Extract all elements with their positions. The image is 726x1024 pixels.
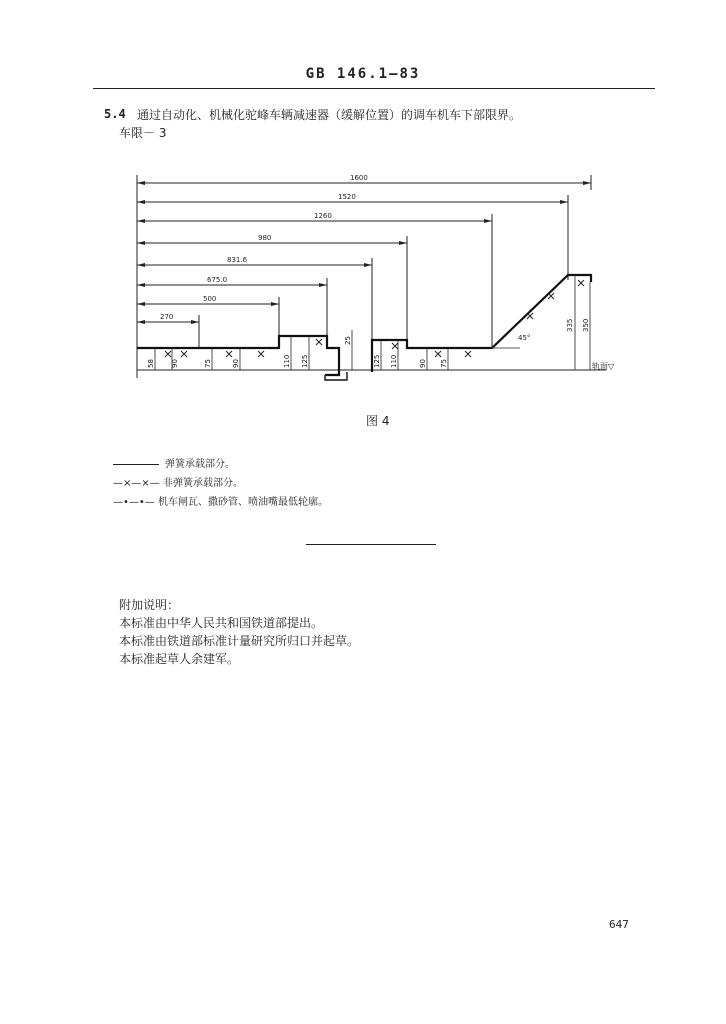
angle-label: 45°	[518, 334, 531, 342]
dim-label-1260: 1260	[314, 212, 332, 220]
dim-label-980: 980	[258, 234, 272, 242]
dim-label-831: 831.6	[227, 256, 248, 264]
section-number: 5.4	[104, 107, 126, 121]
dim-label-675: 675.0	[207, 276, 228, 284]
legend-dashdot	[113, 493, 328, 508]
dim-label-350: 350	[582, 318, 590, 332]
dim-label-270: 270	[160, 313, 174, 321]
legend-solid-label: 弹簧承载部分。	[165, 459, 235, 470]
note-line-3: 本标准起草人余建军。	[119, 652, 240, 666]
gauge-name: 车限－ 3	[119, 126, 167, 140]
figure-caption: 图 4	[366, 414, 390, 428]
dim-label-1600: 1600	[350, 174, 368, 182]
page-number: 647	[609, 918, 629, 931]
note-line-1: 本标准由中华人民共和国铁道部提出。	[119, 616, 324, 630]
gauge-outline-right	[372, 275, 591, 372]
dim-label-110: 110	[283, 354, 291, 368]
legend-cross-swatch: —×—×—	[113, 478, 160, 489]
legend-solid-swatch	[113, 464, 159, 465]
dim-label-90c: 90	[419, 359, 427, 368]
legend-solid	[113, 455, 235, 470]
gauge-diagram	[0, 0, 726, 440]
legend-cross-label: 非弹簧承载部分。	[162, 478, 243, 489]
notes-heading: 附加说明：	[119, 598, 180, 612]
dim-label-75a: 75	[204, 359, 212, 368]
note-line-2: 本标准由铁道部标准计量研究所归口并起草。	[119, 634, 360, 648]
rail-surface-label: 轨面▽	[592, 362, 615, 371]
legend-cross	[113, 474, 243, 489]
document-header: GB 146.1—83	[305, 66, 421, 82]
dim-label-500: 500	[203, 295, 217, 303]
dim-label-110b: 110	[390, 354, 398, 368]
dim-label-75b: 75	[440, 359, 448, 368]
legend-dashdot-swatch: —•—•—	[113, 497, 155, 508]
dim-label-125b: 125	[373, 354, 381, 368]
dim-label-335: 335	[566, 318, 574, 332]
section-text: 通过自动化、机械化驼峰车辆减速器（缓解位置）的调车机车下部限界。	[137, 108, 522, 122]
dim-label-25: 25	[344, 336, 352, 345]
dim-label-90a: 90	[171, 359, 179, 368]
dim-label-125a: 125	[301, 354, 309, 368]
legend-dashdot-label: 机车闸瓦、撒砂管、喷油嘴最低轮廓。	[157, 497, 328, 508]
dim-label-58: 58	[147, 359, 155, 368]
dim-label-90b: 90	[232, 359, 240, 368]
separator-rule	[306, 544, 436, 545]
dim-label-1520: 1520	[338, 193, 356, 201]
